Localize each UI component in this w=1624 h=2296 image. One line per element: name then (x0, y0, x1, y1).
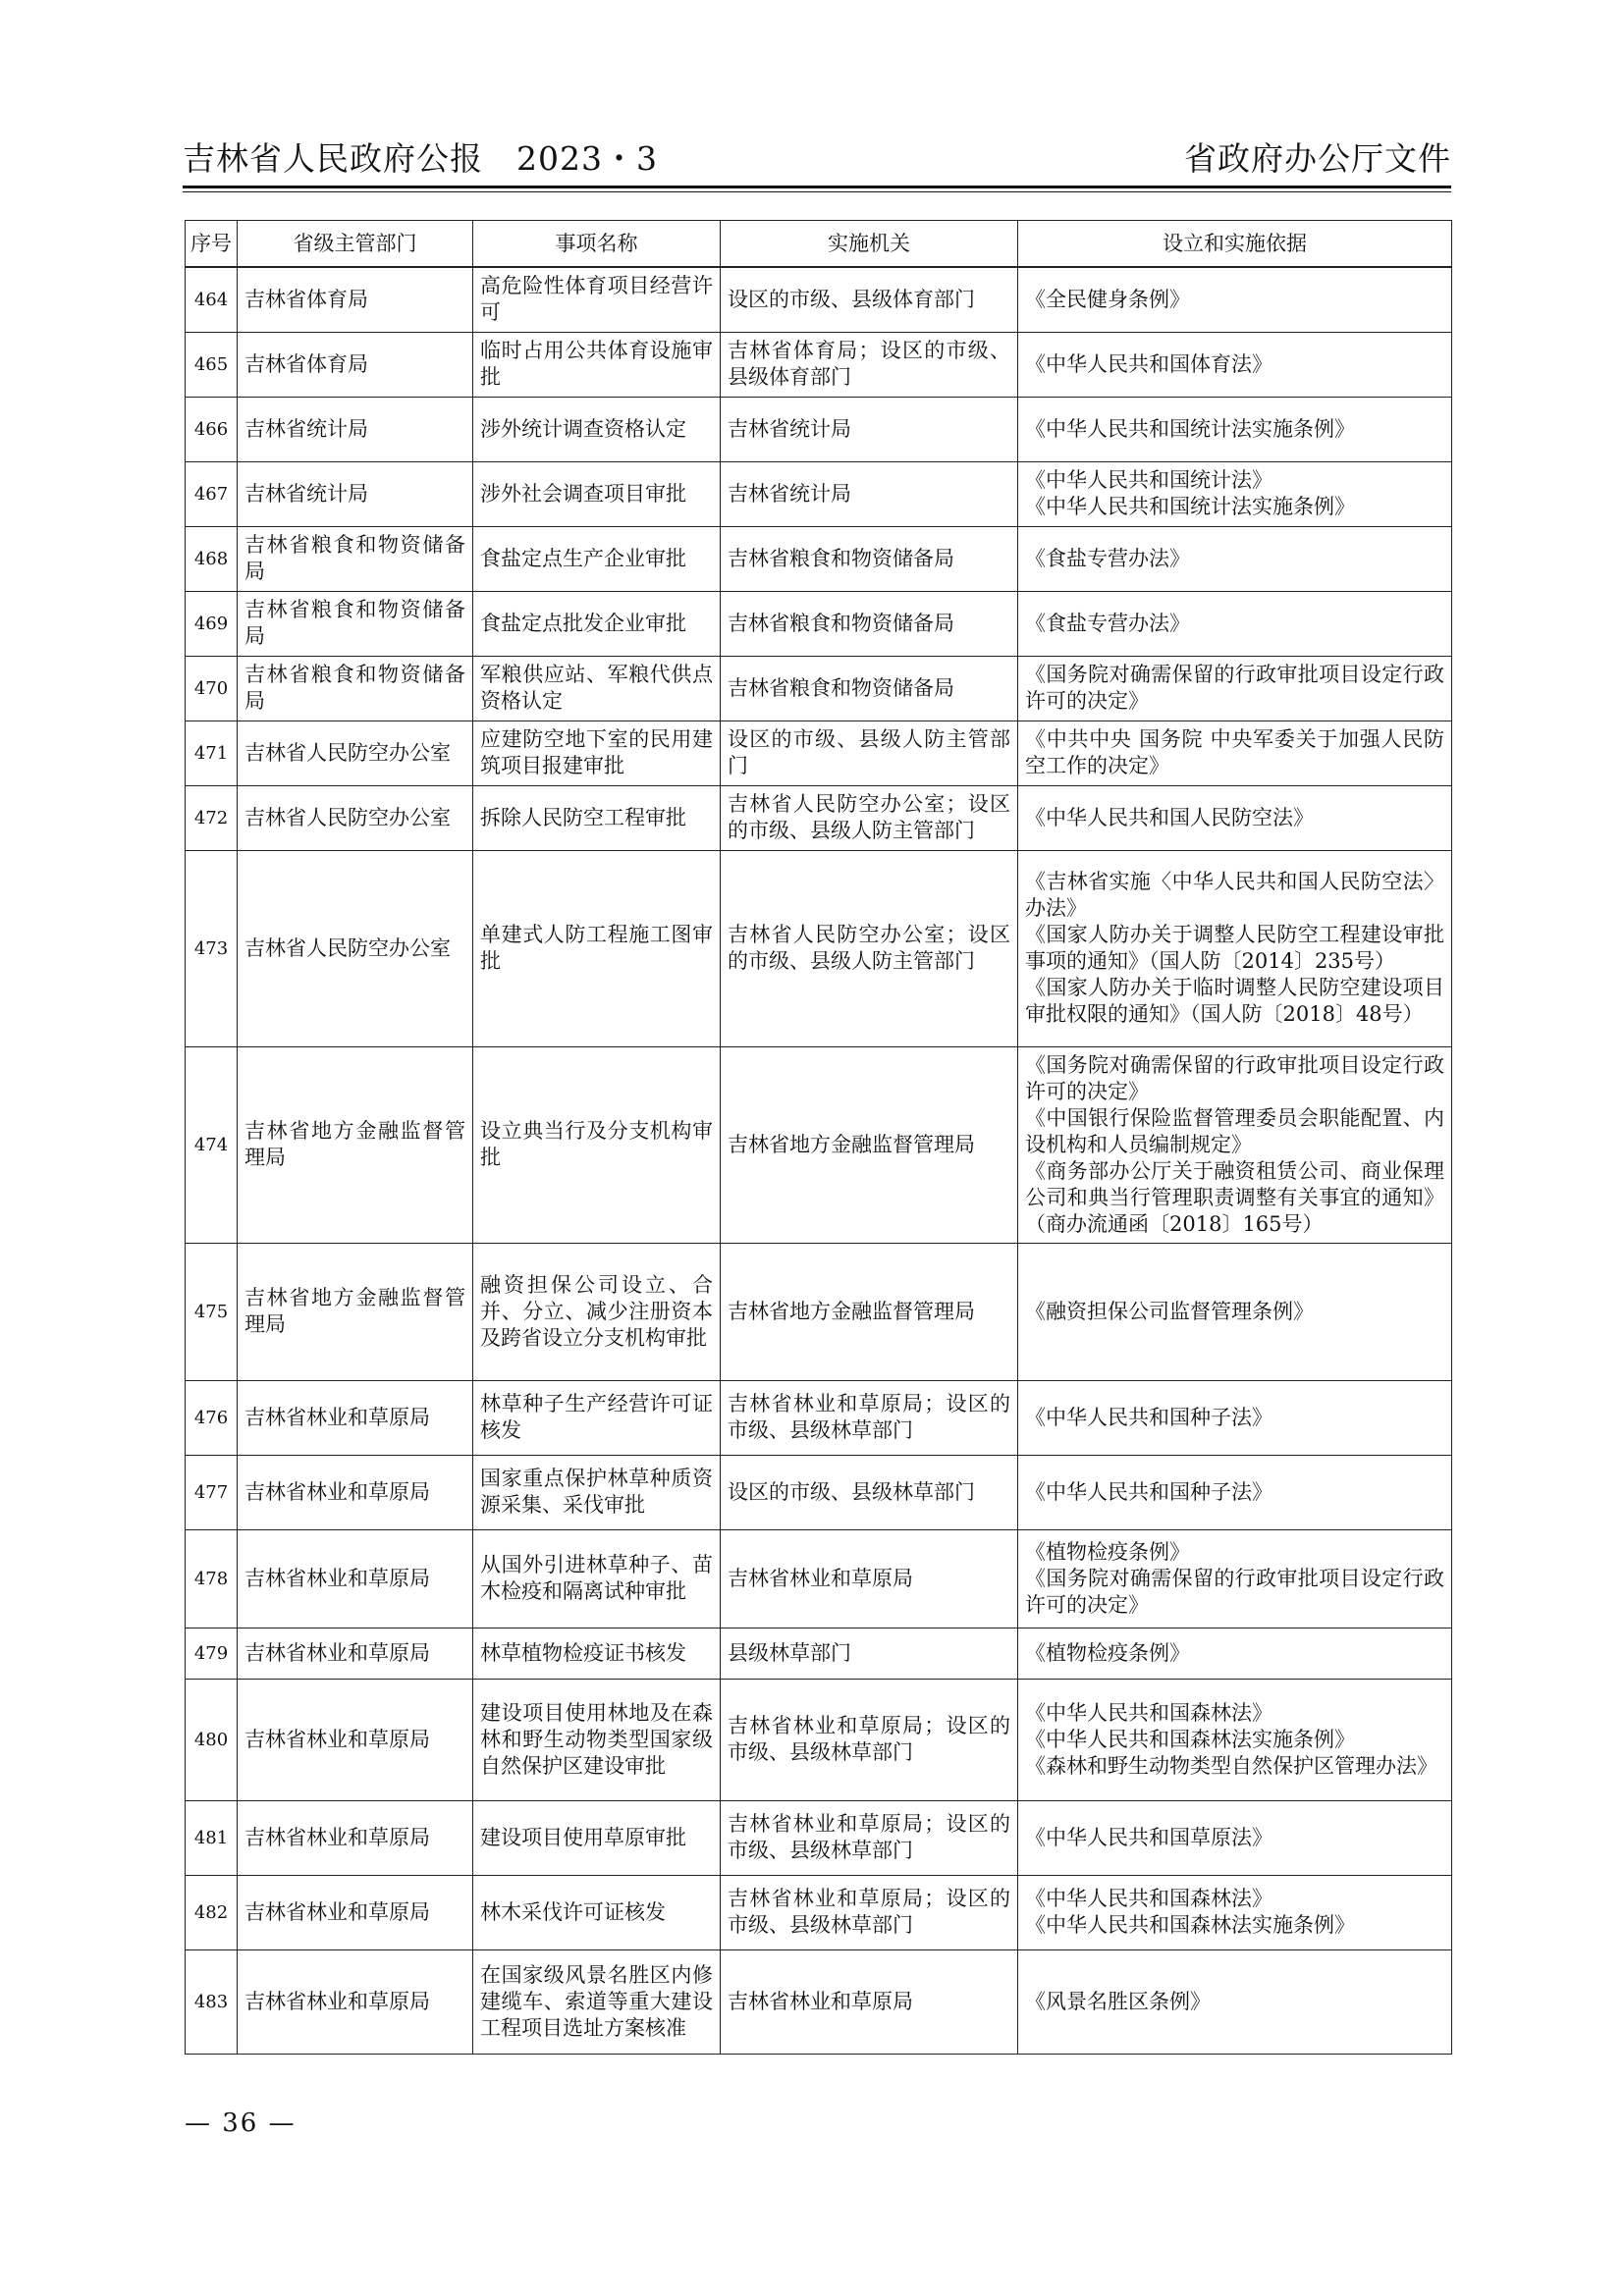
row-item-name: 融资担保公司设立、合并、分立、减少注册资本及跨省设立分支机构审批 (473, 1243, 721, 1380)
row-item-name: 高危险性体育项目经营许可 (473, 267, 721, 332)
row-implementing-body: 吉林省林业和草原局 (721, 1529, 1018, 1628)
table-row (186, 656, 1452, 721)
row-legal-basis (1018, 1800, 1452, 1875)
row-number: 473 (186, 850, 238, 1046)
page-header (183, 128, 1451, 185)
table-row (186, 397, 1452, 461)
row-legal-basis (1018, 1949, 1452, 2054)
row-legal-basis (1018, 526, 1452, 591)
row-legal-basis (1018, 397, 1452, 461)
row-legal-basis (1018, 1529, 1452, 1628)
legal-basis-entry: 《国家人防办关于调整人民防空工程建设审批事项的通知》（国人防〔2014〕235号） (1025, 923, 1444, 973)
table-row (186, 1529, 1452, 1628)
header-rule-thin (183, 191, 1451, 192)
row-implementing-body: 吉林省林业和草原局；设区的市级、县级林草部门 (721, 1380, 1018, 1455)
row-department: 吉林省林业和草原局 (238, 1679, 473, 1800)
row-item-name: 林草种子生产经营许可证核发 (473, 1380, 721, 1455)
legal-basis-entry: 《商务部办公厅关于融资租赁公司、商业保理公司和典当行管理职责调整有关事宜的通知》（商办流通函〔2018〕165号） (1025, 1158, 1444, 1236)
row-number: 468 (186, 526, 238, 591)
row-item-name: 涉外统计调查资格认定 (473, 397, 721, 461)
row-item-name: 设立典当行及分支机构审批 (473, 1046, 721, 1243)
row-legal-basis (1018, 1046, 1452, 1243)
row-implementing-body: 吉林省林业和草原局；设区的市级、县级林草部门 (721, 1875, 1018, 1949)
legal-basis-entry: 《中国银行保险监督管理委员会职能配置、内设机构和人员编制规定》 (1025, 1105, 1444, 1156)
row-item-name: 国家重点保护林草种质资源采集、采伐审批 (473, 1455, 721, 1529)
row-number: 470 (186, 656, 238, 721)
row-legal-basis (1018, 721, 1452, 785)
row-implementing-body: 吉林省粮食和物资储备局 (721, 526, 1018, 591)
row-number: 469 (186, 591, 238, 656)
row-number: 464 (186, 267, 238, 332)
table-row (186, 1628, 1452, 1679)
table-row (186, 461, 1452, 526)
row-number: 478 (186, 1529, 238, 1628)
row-implementing-body: 县级林草部门 (721, 1628, 1018, 1679)
row-department: 吉林省体育局 (238, 267, 473, 332)
legal-basis-entry: 《中华人民共和国人民防空法》 (1025, 805, 1314, 829)
row-implementing-body: 吉林省地方金融监督管理局 (721, 1046, 1018, 1243)
row-item-name: 建设项目使用草原审批 (473, 1800, 721, 1875)
section-title: 省政府办公厅文件 (1184, 139, 1451, 178)
row-item-name: 军粮供应站、军粮代供点资格认定 (473, 656, 721, 721)
legal-basis-entry: 《吉林省实施〈中华人民共和国人民防空法〉办法》 (1025, 870, 1444, 920)
row-department: 吉林省统计局 (238, 461, 473, 526)
legal-basis-entry: 《植物检疫条例》 (1025, 1640, 1190, 1665)
table-row (186, 1243, 1452, 1380)
row-department: 吉林省地方金融监督管理局 (238, 1046, 473, 1243)
legal-basis-entry: 《国务院对确需保留的行政审批项目设定行政许可的决定》 (1025, 1052, 1444, 1103)
legal-basis-entry: 《中华人民共和国森林法》 (1025, 1887, 1272, 1910)
table-row (186, 1046, 1452, 1243)
legal-basis-entry: 《中华人民共和国草原法》 (1025, 1825, 1272, 1849)
table-header-row (186, 221, 1452, 268)
row-implementing-body: 设区的市级、县级人防主管部门 (721, 721, 1018, 785)
row-number: 481 (186, 1800, 238, 1875)
column-header-no: 序号 (186, 221, 238, 268)
row-number: 471 (186, 721, 238, 785)
row-implementing-body: 吉林省林业和草原局；设区的市级、县级林草部门 (721, 1679, 1018, 1800)
legal-basis-entry: 《中共中央 国务院 中央军委关于加强人民防空工作的决定》 (1025, 727, 1444, 777)
row-legal-basis (1018, 785, 1452, 850)
row-number: 483 (186, 1949, 238, 2054)
legal-basis-entry: 《食盐专营办法》 (1025, 546, 1190, 570)
column-header-basis: 设立和实施依据 (1018, 221, 1452, 268)
row-department: 吉林省林业和草原局 (238, 1949, 473, 2054)
publication-title: 吉林省人民政府公报 2023・3 (183, 139, 658, 178)
row-legal-basis (1018, 1679, 1452, 1800)
row-item-name: 建设项目使用林地及在森林和野生动物类型国家级自然保护区建设审批 (473, 1679, 721, 1800)
legal-basis-entry: 《国务院对确需保留的行政审批项目设定行政许可的决定》 (1025, 1566, 1444, 1617)
row-legal-basis (1018, 461, 1452, 526)
column-header-org: 实施机关 (721, 221, 1018, 268)
legal-basis-entry: 《中华人民共和国种子法》 (1025, 1405, 1272, 1429)
table-row (186, 1679, 1452, 1800)
header-rule-thick (183, 186, 1451, 188)
row-number: 480 (186, 1679, 238, 1800)
legal-basis-entry: 《国务院对确需保留的行政审批项目设定行政许可的决定》 (1025, 663, 1444, 713)
row-department: 吉林省林业和草原局 (238, 1455, 473, 1529)
row-legal-basis (1018, 850, 1452, 1046)
row-legal-basis (1018, 1380, 1452, 1455)
table-row (186, 850, 1452, 1046)
row-number: 482 (186, 1875, 238, 1949)
row-legal-basis (1018, 591, 1452, 656)
legal-basis-entry: 《全民健身条例》 (1025, 287, 1190, 311)
row-number: 467 (186, 461, 238, 526)
row-number: 476 (186, 1380, 238, 1455)
row-legal-basis (1018, 1628, 1452, 1679)
row-number: 466 (186, 397, 238, 461)
row-number: 479 (186, 1628, 238, 1679)
legal-basis-entry: 《中华人民共和国森林法》 (1025, 1700, 1272, 1725)
row-department: 吉林省林业和草原局 (238, 1800, 473, 1875)
legal-basis-entry: 《中华人民共和国种子法》 (1025, 1479, 1272, 1504)
row-department: 吉林省人民防空办公室 (238, 850, 473, 1046)
table-row (186, 1380, 1452, 1455)
row-item-name: 林木采伐许可证核发 (473, 1875, 721, 1949)
row-department: 吉林省林业和草原局 (238, 1529, 473, 1628)
row-implementing-body: 设区的市级、县级林草部门 (721, 1455, 1018, 1529)
row-implementing-body: 设区的市级、县级体育部门 (721, 267, 1018, 332)
row-item-name: 应建防空地下室的民用建筑项目报建审批 (473, 721, 721, 785)
column-header-dept: 省级主管部门 (238, 221, 473, 268)
legal-basis-entry: 《中华人民共和国统计法实施条例》 (1025, 495, 1355, 518)
row-implementing-body: 吉林省统计局 (721, 461, 1018, 526)
row-department: 吉林省人民防空办公室 (238, 785, 473, 850)
row-implementing-body: 吉林省粮食和物资储备局 (721, 591, 1018, 656)
row-department: 吉林省林业和草原局 (238, 1875, 473, 1949)
row-legal-basis (1018, 656, 1452, 721)
legal-basis-entry: 《食盐专营办法》 (1025, 611, 1190, 635)
table-row (186, 267, 1452, 332)
row-implementing-body: 吉林省体育局；设区的市级、县级体育部门 (721, 332, 1018, 397)
row-implementing-body: 吉林省林业和草原局 (721, 1949, 1018, 2054)
row-legal-basis (1018, 1243, 1452, 1380)
row-number: 472 (186, 785, 238, 850)
row-department: 吉林省粮食和物资储备局 (238, 656, 473, 721)
legal-basis-entry: 《融资担保公司监督管理条例》 (1025, 1299, 1314, 1323)
approval-items-table (185, 220, 1452, 2055)
row-legal-basis (1018, 1875, 1452, 1949)
row-item-name: 林草植物检疫证书核发 (473, 1628, 721, 1679)
legal-basis-entry: 《中华人民共和国森林法实施条例》 (1025, 1727, 1355, 1751)
row-number: 465 (186, 332, 238, 397)
legal-basis-entry: 《植物检疫条例》 (1025, 1539, 1190, 1564)
row-item-name: 在国家级风景名胜区内修建缆车、索道等重大建设工程项目选址方案核准 (473, 1949, 721, 2054)
row-implementing-body: 吉林省林业和草原局；设区的市级、县级林草部门 (721, 1800, 1018, 1875)
row-number: 474 (186, 1046, 238, 1243)
row-item-name: 单建式人防工程施工图审批 (473, 850, 721, 1046)
row-department: 吉林省体育局 (238, 332, 473, 397)
row-implementing-body: 吉林省粮食和物资储备局 (721, 656, 1018, 721)
legal-basis-entry: 《风景名胜区条例》 (1025, 1989, 1211, 2013)
column-header-name: 事项名称 (473, 221, 721, 268)
table-row (186, 1875, 1452, 1949)
row-item-name: 食盐定点生产企业审批 (473, 526, 721, 591)
legal-basis-entry: 《中华人民共和国统计法实施条例》 (1025, 416, 1355, 441)
table-row (186, 1455, 1452, 1529)
legal-basis-entry: 《中华人民共和国统计法》 (1025, 468, 1272, 492)
row-department: 吉林省粮食和物资储备局 (238, 591, 473, 656)
row-department: 吉林省林业和草原局 (238, 1380, 473, 1455)
table-row (186, 1949, 1452, 2054)
row-department: 吉林省林业和草原局 (238, 1628, 473, 1679)
table-row (186, 332, 1452, 397)
row-legal-basis (1018, 267, 1452, 332)
row-item-name: 食盐定点批发企业审批 (473, 591, 721, 656)
row-department: 吉林省人民防空办公室 (238, 721, 473, 785)
row-department: 吉林省地方金融监督管理局 (238, 1243, 473, 1380)
legal-basis-entry: 《中华人民共和国体育法》 (1025, 351, 1272, 376)
table-row (186, 526, 1452, 591)
row-legal-basis (1018, 332, 1452, 397)
row-department: 吉林省统计局 (238, 397, 473, 461)
row-implementing-body: 吉林省人民防空办公室；设区的市级、县级人防主管部门 (721, 850, 1018, 1046)
legal-basis-entry: 《中华人民共和国森林法实施条例》 (1025, 1913, 1355, 1937)
row-implementing-body: 吉林省人民防空办公室；设区的市级、县级人防主管部门 (721, 785, 1018, 850)
table-row (186, 721, 1452, 785)
legal-basis-entry: 《森林和野生动物类型自然保护区管理办法》 (1025, 1753, 1437, 1778)
row-number: 477 (186, 1455, 238, 1529)
row-implementing-body: 吉林省统计局 (721, 397, 1018, 461)
table-row (186, 1800, 1452, 1875)
row-item-name: 涉外社会调查项目审批 (473, 461, 721, 526)
table-body (186, 267, 1452, 2054)
row-department: 吉林省粮食和物资储备局 (238, 526, 473, 591)
row-item-name: 拆除人民防空工程审批 (473, 785, 721, 850)
page-number: — 36 — (185, 2109, 297, 2138)
row-number: 475 (186, 1243, 238, 1380)
row-item-name: 从国外引进林草种子、苗木检疫和隔离试种审批 (473, 1529, 721, 1628)
row-item-name: 临时占用公共体育设施审批 (473, 332, 721, 397)
legal-basis-entry: 《国家人防办关于临时调整人民防空建设项目审批权限的通知》（国人防〔2018〕48号） (1025, 976, 1444, 1026)
row-legal-basis (1018, 1455, 1452, 1529)
row-implementing-body: 吉林省地方金融监督管理局 (721, 1243, 1018, 1380)
table-row (186, 785, 1452, 850)
table-row (186, 591, 1452, 656)
